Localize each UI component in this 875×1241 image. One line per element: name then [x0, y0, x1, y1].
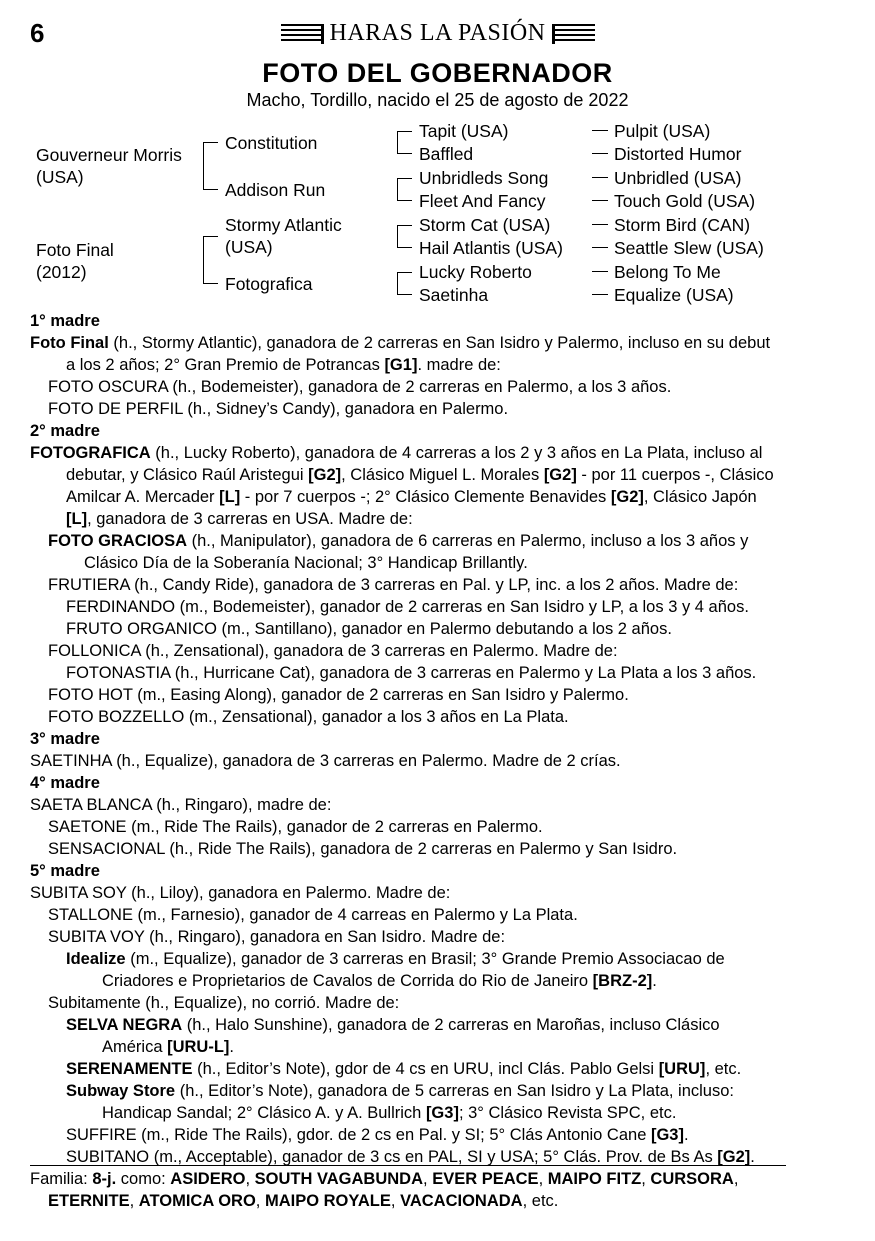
- text-line: [30, 1080, 786, 1102]
- text-line: [30, 486, 786, 508]
- text: , Clásico Miguel L. Morales: [341, 466, 544, 484]
- text: .: [683, 1126, 689, 1144]
- text: . madre de:: [417, 356, 501, 374]
- section-heading: 2° madre: [30, 422, 100, 440]
- grade-tag: [G2]: [308, 466, 342, 484]
- pedigree-gen3: Tapit (USA): [419, 121, 509, 141]
- text-line: FERDINANDO (m., Bodemeister), ganador de 2 carreras en San Isidro y LP, a los 3 y 4 años.: [66, 598, 749, 616]
- pedigree-bracket: [203, 236, 218, 284]
- pedigree-connector: [592, 247, 608, 248]
- text: .: [750, 1148, 755, 1166]
- pedigree-connector: [592, 130, 608, 131]
- grade-tag: [URU-L]: [167, 1038, 230, 1056]
- pedigree-connector: [592, 271, 608, 272]
- family-horse: ASIDERO: [170, 1170, 246, 1188]
- text-line: [30, 508, 786, 530]
- text: Amilcar A. Mercader: [66, 488, 220, 506]
- text-line: [30, 1102, 786, 1124]
- pedigree-gen2: Fotografica: [225, 274, 313, 294]
- text-line: SUBITA SOY (h., Liloy), ganadora en Palermo. Madre de:: [30, 884, 451, 902]
- pedigree-bracket: [397, 178, 412, 201]
- horse-name-bold: Foto Final: [30, 334, 109, 352]
- text: , etc.: [705, 1060, 742, 1078]
- farm-logo: [0, 20, 875, 47]
- text: Criadores e Proprietarios de Cavalos de Corrida do Rio de Janeiro: [102, 972, 593, 990]
- horse-name-bold: Subway Store: [66, 1082, 176, 1100]
- pedigree-gen4: Touch Gold (USA): [614, 191, 756, 211]
- text: ,: [641, 1170, 651, 1188]
- text: ,: [423, 1170, 433, 1188]
- text-line: [30, 970, 786, 992]
- text: .: [229, 1038, 235, 1056]
- family-horse: ATOMICA ORO: [138, 1192, 256, 1210]
- text-line: FRUTO ORGANICO (m., Santillano), ganador en Palermo debutando a los 2 años.: [66, 620, 672, 638]
- text-line: [30, 442, 786, 464]
- text-line: [30, 1058, 786, 1080]
- pedigree-gen2: Constitution: [225, 133, 318, 153]
- pedigree-gen4: Pulpit (USA): [614, 121, 711, 141]
- pedigree-gen4: Distorted Humor: [614, 144, 742, 164]
- pedigree-gen3: Fleet And Fancy: [419, 191, 546, 211]
- pedigree-gen2: Stormy Atlantic: [225, 215, 342, 235]
- family-footer: [30, 1168, 786, 1212]
- grade-tag: [G1]: [384, 356, 418, 374]
- text-line: SAETINHA (h., Equalize), ganadora de 3 carreras en Palermo. Madre de 2 crías.: [30, 752, 621, 770]
- text-line: SUBITA VOY (h., Ringaro), ganadora en San Isidro. Madre de:: [48, 928, 506, 946]
- text-line: Clásico Día de la Soberanía Nacional; 3° Handicap Brillantly.: [84, 554, 528, 572]
- text: ,: [538, 1170, 548, 1188]
- section-heading: 5° madre: [30, 862, 100, 880]
- text-line: SENSACIONAL (h., Ride The Rails), ganadora de 2 carreras en Palermo y San Isidro.: [48, 840, 678, 858]
- pedigree-bracket: [397, 225, 412, 248]
- divider: [30, 1165, 786, 1166]
- text-line: [30, 332, 786, 354]
- pedigree-gen3: Lucky Roberto: [419, 262, 532, 282]
- text: América: [102, 1038, 168, 1056]
- text-line: FRUTIERA (h., Candy Ride), ganadora de 3 carreras en Pal. y LP, inc. a los 2 años. Madre de:: [48, 576, 739, 594]
- family-horse: EVER PEACE: [432, 1170, 539, 1188]
- grade-tag: [G2]: [610, 488, 644, 506]
- family-line: [30, 1190, 786, 1212]
- lot-number: 6: [30, 18, 45, 48]
- text: , Clásico Japón: [643, 488, 757, 506]
- text-line: [30, 530, 786, 552]
- text: ; 3° Clásico Revista SPC, etc.: [458, 1104, 677, 1122]
- section-heading: 4° madre: [30, 774, 100, 792]
- pedigree-gen4: Storm Bird (CAN): [614, 215, 751, 235]
- text-line: FOTO HOT (m., Easing Along), ganador de 2 carreras en San Isidro y Palermo.: [48, 686, 629, 704]
- pedigree-gen3: Baffled: [419, 144, 474, 164]
- grade-tag: [G3]: [425, 1104, 459, 1122]
- horse-name-bold: SELVA NEGRA: [66, 1016, 183, 1034]
- family-horse: VACACIONADA: [400, 1192, 523, 1210]
- text-line: FOLLONICA (h., Zensational), ganadora de 3 carreras en Palermo. Madre de:: [48, 642, 618, 660]
- pedigree-bracket: [397, 272, 412, 295]
- horse-name-bold: FOTO GRACIOSA: [48, 532, 188, 550]
- text: (h., Halo Sunshine), ganadora de 2 carreras en Maroñas, incluso Clásico: [182, 1016, 720, 1034]
- text-line: FOTONASTIA (h., Hurricane Cat), ganadora de 3 carreras en Palermo y La Plata a los 3 años.: [66, 664, 757, 682]
- horse-name: FOTO DEL GOBERNADOR: [262, 58, 613, 88]
- pedigree-gen4: Belong To Me: [614, 262, 721, 282]
- grade-tag: [BRZ-2]: [592, 972, 653, 990]
- text: SUBITANO (m., Acceptable), ganador de 3 cs en PAL, SI y USA; 5° Clás. Prov. de Bs As: [66, 1148, 718, 1166]
- pedigree-gen3: Saetinha: [419, 285, 489, 305]
- text: Handicap Sandal; 2° Clásico A. y A. Bullrich: [102, 1104, 426, 1122]
- text: (h., Manipulator), ganadora de 6 carreras en Palermo, incluso a los 3 años y: [187, 532, 749, 550]
- grade-tag: [L]: [219, 488, 241, 506]
- horse-name-bold: SERENAMENTE: [66, 1060, 193, 1078]
- pedigree-gen3: Hail Atlantis (USA): [419, 238, 563, 258]
- text: (m., Equalize), ganador de 3 carreras en Brasil; 3° Grande Premio Associacao de: [125, 950, 725, 968]
- text-line: FOTO OSCURA (h., Bodemeister), ganadora de 2 carreras en Palermo, a los 3 años.: [48, 378, 672, 396]
- pedigree-dam: Foto Final: [36, 240, 114, 260]
- grade-tag: [L]: [66, 510, 88, 528]
- pedigree-connector: [592, 224, 608, 225]
- pedigree-gen4: Unbridled (USA): [614, 168, 742, 188]
- text: .: [652, 972, 657, 990]
- pedigree-sire: Gouverneur Morris: [36, 145, 182, 165]
- pedigree-gen4: Seattle Slew (USA): [614, 238, 764, 258]
- text-line: [30, 464, 786, 486]
- text: - por 11 cuerpos -, Clásico: [576, 466, 774, 484]
- farm-name: HARAS LA PASIÓN: [329, 20, 546, 46]
- pedigree-gen3: Unbridleds Song: [419, 168, 549, 188]
- family-horse: SOUTH VAGABUNDA: [254, 1170, 424, 1188]
- text: , etc.: [522, 1192, 559, 1210]
- pedigree-connector: [592, 153, 608, 154]
- family-line: [30, 1168, 786, 1190]
- text-line: [30, 1036, 786, 1058]
- text: - por 7 cuerpos -; 2° Clásico Clemente Benavides: [240, 488, 611, 506]
- text: debutar, y Clásico Raúl Aristegui: [66, 466, 309, 484]
- pedigree-dam-year: (2012): [36, 262, 87, 282]
- horse-description: Macho, Tordillo, nacido el 25 de agosto de 2022: [246, 90, 629, 110]
- text: como:: [116, 1170, 171, 1188]
- text-line: STALLONE (m., Farnesio), ganador de 4 carreas en Palermo y La Plata.: [48, 906, 578, 924]
- grade-tag: [G3]: [650, 1126, 684, 1144]
- text: ,: [733, 1170, 739, 1188]
- text: a los 2 años; 2° Gran Premio de Potrancas: [66, 356, 385, 374]
- text-line: SAETONE (m., Ride The Rails), ganador de 2 carreras en Palermo.: [48, 818, 543, 836]
- pedigree-gen2: Addison Run: [225, 180, 326, 200]
- text: ,: [255, 1192, 265, 1210]
- pedigree-connector: [592, 294, 608, 295]
- text-line: FOTO DE PERFIL (h., Sidney’s Candy), ganadora en Palermo.: [48, 400, 509, 418]
- pedigree-gen3: Storm Cat (USA): [419, 215, 551, 235]
- text-line: [30, 1124, 786, 1146]
- text: (h., Lucky Roberto), ganadora de 4 carreras a los 2 y 3 años en La Plata, incluso al: [150, 444, 763, 462]
- pedigree-bracket: [203, 142, 218, 190]
- text: SUFFIRE (m., Ride The Rails), gdor. de 2 cs en Pal. y SI; 5° Clás Antonio Cane: [66, 1126, 651, 1144]
- text-line: [30, 948, 786, 970]
- text: (h., Editor’s Note), ganadora de 5 carreras en San Isidro y La Plata, incluso:: [175, 1082, 734, 1100]
- pedigree-connector: [592, 200, 608, 201]
- text: ,: [390, 1192, 401, 1210]
- family-horse: MAIPO FITZ: [547, 1170, 642, 1188]
- pedigree-bracket: [397, 131, 412, 154]
- text-line: Subitamente (h., Equalize), no corrió. Madre de:: [48, 994, 400, 1012]
- family-horse: ETERNITE: [48, 1192, 130, 1210]
- pedigree-gen4: Equalize (USA): [614, 285, 734, 305]
- pedigree-gen2: (USA): [225, 237, 273, 257]
- pedigree-sire-origin: (USA): [36, 167, 84, 187]
- grade-tag: [G2]: [717, 1148, 751, 1166]
- text-line: SAETA BLANCA (h., Ringaro), madre de:: [30, 796, 332, 814]
- text: ,: [245, 1170, 255, 1188]
- text-line: [30, 354, 786, 376]
- horse-name-bold: FOTOGRAFICA: [30, 444, 151, 462]
- pedigree-connector: [592, 177, 608, 178]
- section-heading: 1° madre: [30, 312, 100, 330]
- text: (h., Stormy Atlantic), ganadora de 2 carreras en San Isidro y Palermo, incluso en su debut: [108, 334, 771, 352]
- text: ,: [129, 1192, 139, 1210]
- horse-name-bold: Idealize: [66, 950, 126, 968]
- catalog-body: [30, 310, 786, 1168]
- grade-tag: [URU]: [658, 1060, 706, 1078]
- text-line: [30, 1014, 786, 1036]
- logo-bars-left-icon: [281, 24, 324, 44]
- section-heading: 3° madre: [30, 730, 100, 748]
- family-label: Familia:: [30, 1170, 93, 1188]
- family-code: 8-j.: [92, 1170, 117, 1188]
- grade-tag: [G2]: [543, 466, 577, 484]
- logo-bars-right-icon: [552, 24, 595, 44]
- family-horse: MAIPO ROYALE: [264, 1192, 391, 1210]
- text-line: FOTO BOZZELLO (m., Zensational), ganador a los 3 años en La Plata.: [48, 708, 569, 726]
- text: (h., Editor’s Note), gdor de 4 cs en URU, incl Clás. Pablo Gelsi: [192, 1060, 659, 1078]
- text: , ganadora de 3 carreras en USA. Madre de:: [87, 510, 413, 528]
- family-horse: CURSORA: [650, 1170, 734, 1188]
